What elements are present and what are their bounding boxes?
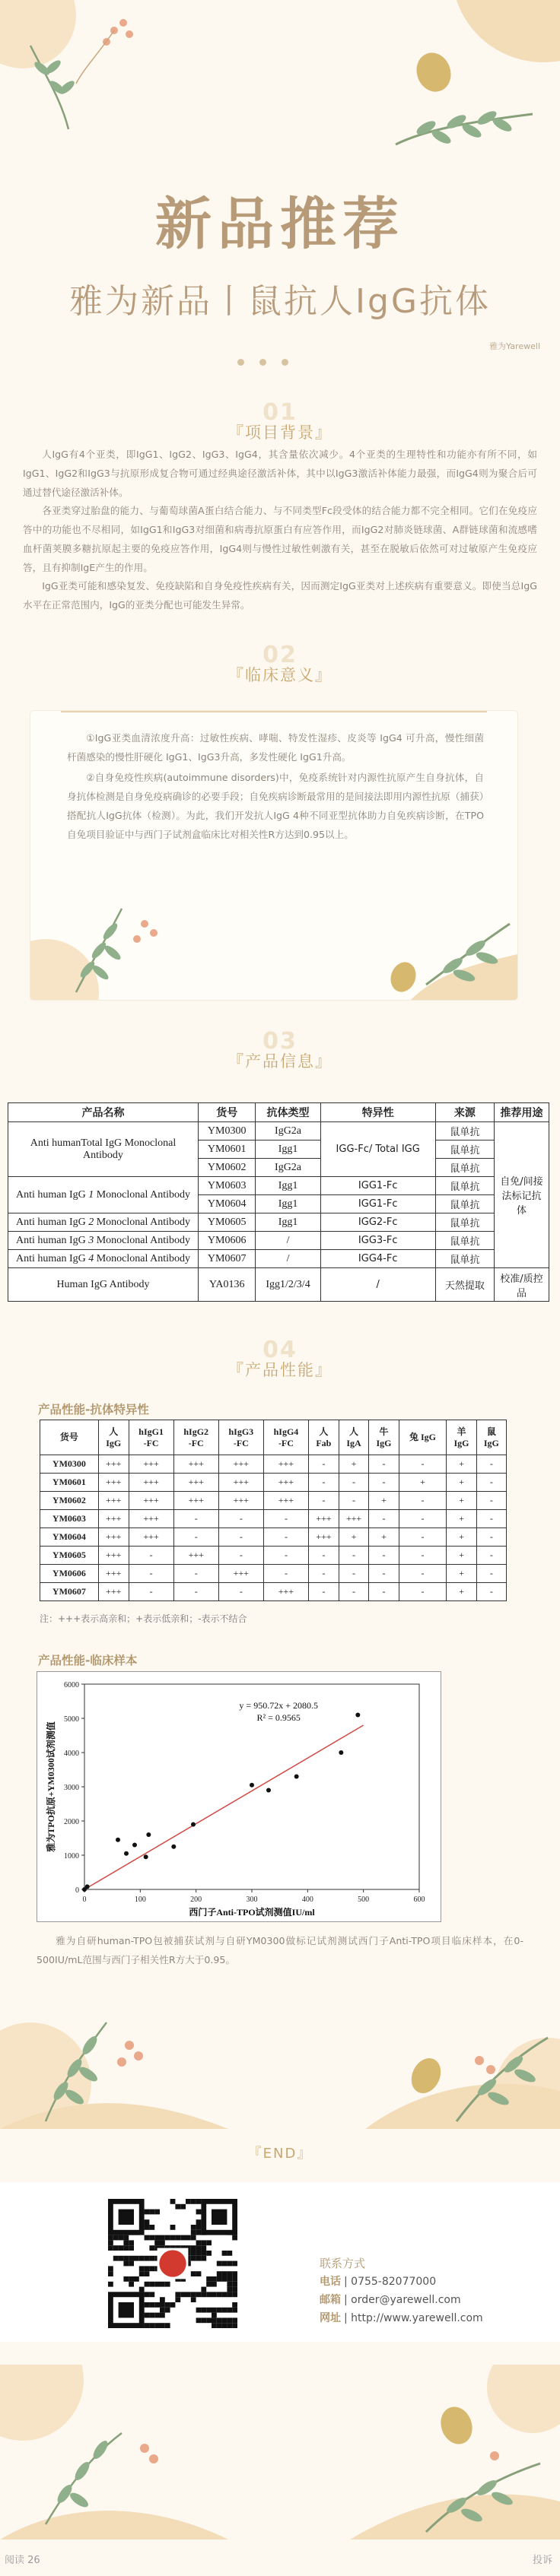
y-tick-label: 0 [75,1886,79,1895]
table-cell: - [369,1583,399,1601]
section-title: 『产品性能』 [228,1361,332,1379]
table-header: 抗体类型 [256,1103,320,1122]
table-cell: + [339,1455,369,1474]
table-cell: - [476,1565,506,1583]
chart-caption: 雅为自研human-TPO包被捕获试剂与自研YM0300做标记试剂测试西门子Anti-TPO项目临床样本，在0-500IU/mL范围与西门子相关性R方大于0.95。 [37,1935,523,1965]
qr-code[interactable] [108,2199,237,2328]
table-cell: +++ [98,1528,129,1547]
table-header: 鼠 IgG [476,1420,506,1455]
specificity: IGG4-Fc [320,1250,435,1268]
section-number: 03 [262,1028,298,1055]
table-header: 产品名称 [8,1103,199,1122]
hero-credit: 雅为Yarewell [489,341,540,351]
divider-dots [237,359,288,366]
x-tick-label: 600 [413,1896,425,1904]
source: 鼠单抗 [435,1177,494,1195]
source: 鼠单抗 [435,1195,494,1213]
table-cell: - [399,1510,447,1528]
antibody-type: Igg1 [256,1140,320,1159]
data-point [339,1750,343,1755]
product-code: YA0136 [199,1268,256,1302]
product-code: YM0606 [199,1232,256,1250]
table-cell: + [447,1510,476,1528]
table-cell: +++ [98,1547,129,1565]
product-code: YM0603 [199,1177,256,1195]
x-axis-label: 西门子Anti-TPO试剂测值IU/ml [189,1907,315,1918]
source: 鼠单抗 [435,1250,494,1268]
table-header: 兔 IgG [399,1420,447,1455]
row-code: YM0604 [40,1528,99,1547]
x-tick-label: 100 [134,1896,146,1904]
table-header: 人 Fab [309,1420,339,1455]
table-note: 注：+++表示高亲和；+表示低亲和；-表示不结合 [40,1613,247,1624]
table-cell: +++ [129,1528,173,1547]
contact-phone: 电话 | 0755-82077000 [320,2276,437,2288]
table-cell: - [369,1510,399,1528]
antibody-type: / [256,1250,320,1268]
product-code: YM0607 [199,1250,256,1268]
table-row [8,1250,549,1268]
table-cell: +++ [218,1492,263,1510]
spec-subheading: 产品性能-抗体特异性 [38,1403,149,1416]
product-code: YM0602 [199,1159,256,1177]
row-code: YM0605 [40,1547,99,1565]
source: 鼠单抗 [435,1159,494,1177]
table-header: 推荐用途 [495,1103,549,1122]
table-cell: - [309,1492,339,1510]
y-tick-label: 3000 [64,1784,79,1792]
row-code: YM0602 [40,1492,99,1510]
table-cell: +++ [263,1474,308,1492]
hero-title: 新品推荐 [155,192,405,257]
specificity: IGG1-Fc [320,1177,435,1195]
recommended-use: 自免/间接法标记抗体 [495,1122,549,1268]
table-row [40,1510,507,1528]
antibody-type: / [256,1232,320,1250]
product-info-table [8,1102,549,1302]
product-name: Human IgG Antibody [8,1268,199,1302]
table-cell: +++ [309,1510,339,1528]
x-tick-label: 400 [301,1896,313,1904]
table-cell: - [218,1528,263,1547]
table-header: 特异性 [320,1103,435,1122]
antibody-type: Igg1/2/3/4 [256,1268,320,1302]
table-header: 货号 [40,1420,99,1455]
antibody-type: IgG2a [256,1159,320,1177]
table-row [8,1232,549,1250]
table-cell: +++ [339,1510,369,1528]
section-title: 『临床意义』 [228,666,332,684]
row-code: YM0603 [40,1510,99,1528]
table-cell: +++ [173,1455,218,1474]
paragraph: 各亚类穿过胎盘的能力、与葡萄球菌A蛋白结合能力、与不同类型Fc段受体的结合能力都不完全相同。它们在免疫应答中的功能也不尽相同，如IgG1和IgG3对细菌和病毒抗原蛋白有应答作用，而IgG2对肺炎链球菌、A群链球菌和流感嗜血杆菌荚膜多糖抗原起主要的免疫应答作用，IgG4则与慢性过敏性刺激有关，甚至在脱敏后依然可对过敏原产生免疫应答，且有抑制IgE产生的作用。 [23,505,537,573]
table-header: 货号 [199,1103,256,1122]
data-point [250,1783,254,1788]
product-code: YM0300 [199,1122,256,1140]
row-code: YM0606 [40,1565,99,1583]
table-cell: - [476,1510,506,1528]
table-row [40,1474,507,1492]
data-point [171,1845,176,1849]
data-point [85,1884,90,1889]
table-cell: +++ [129,1455,173,1474]
table-cell: - [263,1510,308,1528]
table-cell: - [369,1455,399,1474]
table-cell: + [447,1528,476,1547]
table-cell: - [399,1492,447,1510]
data-point [266,1788,271,1793]
table-cell: +++ [263,1455,308,1474]
table-cell: +++ [98,1510,129,1528]
table-cell: +++ [98,1492,129,1510]
table-cell: +++ [98,1455,129,1474]
table-row [8,1122,549,1140]
data-point [132,1843,137,1848]
table-header: 牛 IgG [369,1420,399,1455]
x-tick-label: 0 [82,1896,87,1904]
paragraph: IgG亚类可能和感染复发、免疫缺陷和自身免疫性疾病有关，因而测定IgG亚类对上述疾病有重要意义。即使当总IgG水平在正常范围内，IgG的亚类分配也可能发生异常。 [23,580,537,611]
table-cell: - [369,1474,399,1492]
table-cell: +++ [309,1528,339,1547]
table-cell: - [309,1455,339,1474]
contact-email[interactable]: 邮箱 | order@yarewell.com [320,2294,461,2306]
table-row [8,1268,549,1302]
source: 鼠单抗 [435,1213,494,1232]
y-tick-label: 2000 [64,1818,79,1826]
table-cell: - [399,1528,447,1547]
table-cell: - [476,1583,506,1601]
table-row [40,1547,507,1565]
specificity: / [320,1268,435,1302]
data-point [144,1854,148,1859]
row-code: YM0300 [40,1455,99,1474]
data-point [124,1851,129,1856]
table-cell: - [399,1455,447,1474]
product-name: Anti human IgG 2 Monoclonal Antibody [8,1213,199,1232]
row-code: YM0601 [40,1474,99,1492]
table-cell: +++ [218,1455,263,1474]
product-name: Anti humanTotal IgG Monoclonal Antibody [8,1122,199,1177]
table-cell: - [399,1547,447,1565]
table-cell: + [399,1474,447,1492]
specificity: IGG1-Fc [320,1195,435,1213]
table-cell: +++ [218,1565,263,1583]
table-cell: + [369,1492,399,1510]
r-squared: R² = 0.9565 [256,1712,301,1723]
read-count: 阅读 26 [5,2555,40,2566]
table-row [40,1565,507,1583]
table-cell: + [447,1474,476,1492]
top-floral-decoration [0,0,560,160]
antibody-type: Igg1 [256,1213,320,1232]
y-tick-label: 6000 [64,1681,79,1689]
table-cell: - [309,1474,339,1492]
table-row [40,1583,507,1601]
table-cell: +++ [129,1510,173,1528]
x-tick-label: 500 [358,1896,370,1904]
x-tick-label: 300 [246,1896,258,1904]
table-header: 人 IgA [339,1420,369,1455]
table-header: 来源 [435,1103,494,1122]
table-cell: - [173,1565,218,1583]
table-cell: - [263,1565,308,1583]
source: 鼠单抗 [435,1232,494,1250]
specificity: IGG2-Fc [320,1213,435,1232]
table-cell: - [339,1474,369,1492]
table-cell: + [447,1565,476,1583]
table-row [8,1177,549,1195]
table-cell: - [309,1565,339,1583]
table-cell: +++ [173,1547,218,1565]
table-cell: +++ [173,1492,218,1510]
recommended-use: 校准/质控品 [495,1268,549,1302]
x-tick-label: 200 [190,1896,202,1904]
table-cell: +++ [129,1474,173,1492]
table-header: hIgG1 -FC [129,1420,173,1455]
product-code: YM0604 [199,1195,256,1213]
table-cell: +++ [98,1565,129,1583]
trend-equation: y = 950.72x + 2080.5 [239,1700,318,1711]
hero-subtitle: 雅为新品丨鼠抗人IgG抗体 [68,282,491,321]
table-cell: +++ [129,1492,173,1510]
table-cell: - [476,1547,506,1565]
table-cell: +++ [218,1474,263,1492]
scatter-chart [37,1671,441,1922]
card-floral-decoration [30,878,517,1000]
table-cell: - [476,1455,506,1474]
table-header: 人 IgG [98,1420,129,1455]
table-cell: - [263,1547,308,1565]
table-cell: - [399,1565,447,1583]
table-cell: - [218,1547,263,1565]
table-cell: + [447,1455,476,1474]
y-tick-label: 5000 [64,1715,79,1724]
report-link[interactable]: 投诉 [532,2555,552,2566]
end-marker: 『END』 [247,2146,313,2162]
table-cell: - [129,1547,173,1565]
antibody-type: Igg1 [256,1177,320,1195]
table-row [8,1213,549,1232]
section-title: 『项目背景』 [228,424,332,442]
data-point [191,1823,196,1827]
data-point [355,1713,360,1718]
contact-website[interactable]: 网址 | http://www.yarewell.com [320,2312,483,2324]
paragraph: 人IgG有4个亚类，即IgG1、IgG2、IgG3、IgG4，其含量依次减少。4个亚类的生理特性和功能亦有所不同，如IgG1、IgG2和IgG3与抗原形成复合物可通过经典途径激活补体，其中以IgG3激活补体能力最强，而IgG4则为聚合后可通过替代途径激活补体。 [23,449,537,498]
table-cell: + [447,1547,476,1565]
table-cell: - [476,1474,506,1492]
source: 鼠单抗 [435,1140,494,1159]
table-row [40,1528,507,1547]
table-cell: - [173,1510,218,1528]
table-cell: - [218,1583,263,1601]
table-cell: - [476,1492,506,1510]
table-cell: - [399,1583,447,1601]
contact-title: 联系方式 [320,2257,366,2270]
data-point [294,1775,299,1779]
table-cell: - [218,1510,263,1528]
table-cell: - [339,1583,369,1601]
table-cell: - [339,1547,369,1565]
chart-subheading: 产品性能-临床样本 [38,1654,138,1667]
table-header: hIgG3 -FC [218,1420,263,1455]
table-cell: +++ [98,1474,129,1492]
specificity: IGG3-Fc [320,1232,435,1250]
footer-floral-decoration [0,2365,560,2540]
table-header: hIgG2 -FC [173,1420,218,1455]
table-cell: + [447,1583,476,1601]
table-cell: +++ [263,1583,308,1601]
bottom-floral-decoration [0,1977,560,2129]
table-cell: - [173,1528,218,1547]
table-cell: + [339,1528,369,1547]
section-number: 04 [262,1337,298,1363]
table-cell: - [309,1583,339,1601]
paragraph: ①IgG亚类血清浓度升高：过敏性疾病、哮喘、特发性湿疹、皮炎等 IgG4 可升高，慢性细菌杆菌感染的慢性肝硬化 IgG1、IgG3升高，多发性硬化 IgG1升高。 [67,732,484,763]
section-title: 『产品信息』 [228,1052,332,1071]
section-number: 01 [262,399,298,426]
antibody-type: Igg1 [256,1195,320,1213]
table-cell: - [339,1492,369,1510]
table-cell: - [309,1547,339,1565]
table-header: 羊 IgG [447,1420,476,1455]
table-cell: - [476,1528,506,1547]
data-point [146,1832,151,1837]
table-cell: - [129,1565,173,1583]
table-cell: - [173,1583,218,1601]
y-tick-label: 1000 [64,1852,79,1861]
table-cell: - [369,1547,399,1565]
table-cell: - [129,1583,173,1601]
specificity: IGG-Fc/ Total IGG [320,1122,435,1177]
row-code: YM0607 [40,1583,99,1601]
table-cell: - [339,1565,369,1583]
table-header: hIgG4 -FC [263,1420,308,1455]
table-cell: + [369,1528,399,1547]
table-cell: - [369,1565,399,1583]
product-name: Anti human IgG 3 Monoclonal Antibody [8,1232,199,1250]
table-cell: +++ [263,1492,308,1510]
table-cell: +++ [173,1474,218,1492]
table-cell: +++ [98,1583,129,1601]
section-number: 02 [262,642,298,668]
y-tick-label: 4000 [64,1750,79,1758]
table-cell: + [447,1492,476,1510]
product-name: Anti human IgG 4 Monoclonal Antibody [8,1250,199,1268]
table-row [40,1455,507,1474]
y-axis-label: 雅为TPO抗原+YM0300试剂测值 [46,1721,56,1852]
specificity-table [40,1420,507,1601]
data-point [116,1838,120,1842]
table-cell: - [263,1528,308,1547]
table-row [40,1492,507,1510]
source: 天然提取 [435,1268,494,1302]
paragraph: ②自身免疫性疾病(autoimmune disorders)中，免疫系统针对内源性抗原产生自身抗体，自身抗体检测是自身免疫病确诊的必要手段；自免疾病诊断最常用的是间接法即用内源性抗原（捕获）搭配抗人IgG抗体（检测）。为此，我们开发抗人IgG 4种不同亚型抗体助力自免疾病诊断，在TPO自免项目验证中与西门子试剂盒临床比对相关性R方达到0.95以上。 [67,772,484,840]
antibody-type: IgG2a [256,1122,320,1140]
product-code: YM0605 [199,1213,256,1232]
source: 鼠单抗 [435,1122,494,1140]
product-name: Anti human IgG 1 Monoclonal Antibody [8,1177,199,1213]
product-code: YM0601 [199,1140,256,1159]
